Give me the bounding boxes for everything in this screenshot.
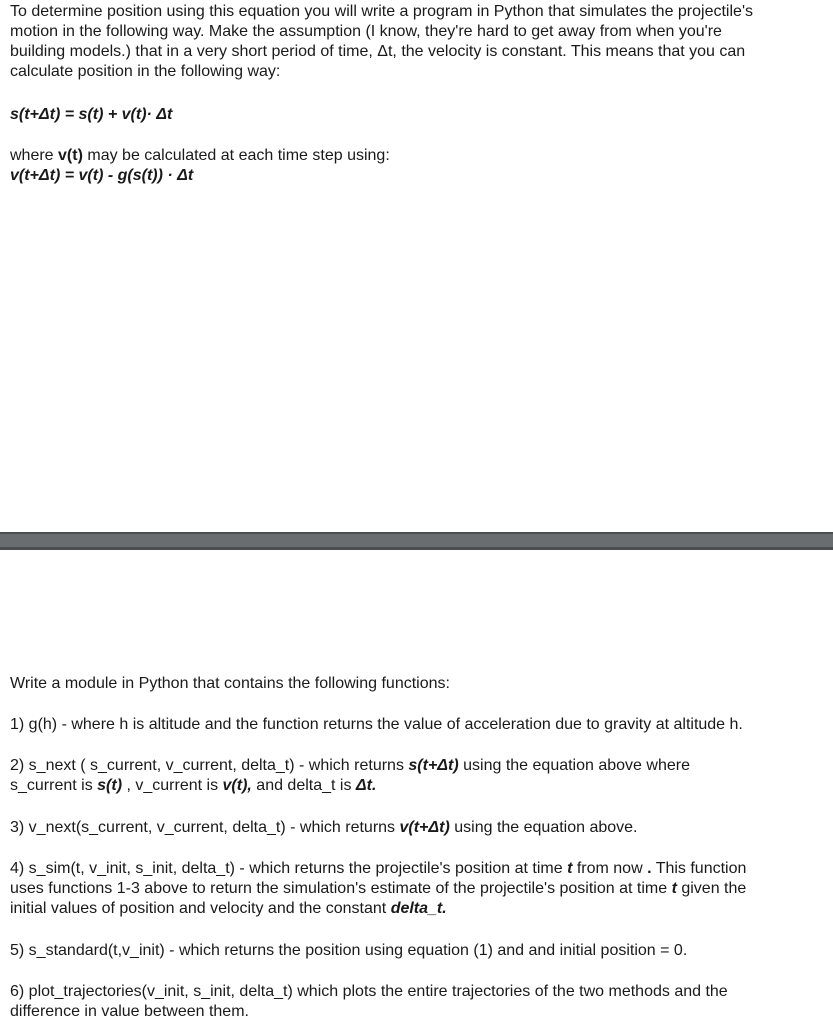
intro-line: To determine position using this equation you will write a program in Python that simulates the projectile's	[10, 3, 753, 20]
intro-line: calculate position in the following way:	[10, 63, 281, 80]
item2-line1	[10, 756, 823, 776]
text-run: given the	[676, 880, 747, 897]
item3-line	[10, 818, 823, 838]
text-run: This function	[651, 860, 747, 877]
text-run: .	[642, 860, 652, 877]
text-run: delta_t.	[390, 900, 447, 917]
where-suffix: may be calculated at each time step using:	[82, 147, 390, 164]
text-run: using the equation above where	[458, 757, 690, 774]
function-item-2	[10, 756, 823, 796]
text-run: t	[671, 880, 677, 897]
page-divider	[0, 532, 833, 550]
position-equation: s(t+Δt) = s(t) + v(t)· Δt	[10, 106, 173, 123]
where-v-term: v(t)	[58, 147, 83, 164]
intro-line: building models.) that in a very short period of time, Δt, the velocity is constant. This means that you can	[10, 43, 746, 60]
text-run: 4) s_sim(t, v_init, s_init, delta_t) - which returns the projectile's position at time	[10, 860, 568, 877]
module-heading: Write a module in Python that contains the following functions:	[10, 675, 450, 692]
where-line	[10, 146, 823, 166]
text-run: 3) v_next(s_current, v_current, delta_t) - which returns	[10, 819, 400, 836]
text-run: t	[567, 860, 573, 877]
text-run: v(t+Δt)	[399, 819, 450, 836]
item6-line1: 6) plot_trajectories(v_init, s_init, delta_t) which plots the entire trajectories of the two methods and the	[10, 983, 728, 1000]
text-run: v(t),	[222, 777, 252, 794]
text-run: s(t+Δt)	[408, 757, 459, 774]
text-run: using the equation above.	[449, 819, 638, 836]
text-run: initial values of position and velocity and the constant	[10, 900, 391, 917]
text-run: , v_current is	[122, 777, 223, 794]
item6-line2: difference in value between them.	[10, 1003, 249, 1020]
function-item-6	[10, 982, 823, 1022]
text-run: 2) s_next ( s_current, v_current, delta_t) - which returns	[10, 757, 409, 774]
velocity-paragraph	[10, 146, 823, 186]
velocity-equation: v(t+Δt) = v(t) - g(s(t)) · Δt	[10, 167, 194, 184]
item4-line2	[10, 879, 823, 899]
text-run: s_current is	[10, 777, 98, 794]
item4-line3	[10, 899, 823, 919]
function-item-3	[10, 818, 823, 838]
text-run: from now	[572, 860, 643, 877]
text-run: Δt.	[355, 777, 377, 794]
text-run: and delta_t is	[251, 777, 356, 794]
where-prefix: where	[10, 147, 59, 164]
function-item-1: 1) g(h) - where h is altitude and the function returns the value of acceleration due to gravity at altitude h.	[10, 716, 743, 733]
intro-paragraph	[10, 2, 823, 82]
item2-line2	[10, 776, 823, 796]
function-item-4	[10, 859, 823, 919]
text-run: uses functions 1-3 above to return the simulation's estimate of the projectile's position at time	[10, 880, 672, 897]
bottom-page-section	[0, 550, 833, 1024]
function-item-5: 5) s_standard(t,v_init) - which returns the position using equation (1) and and initial position = 0.	[10, 942, 688, 959]
item4-line1	[10, 859, 823, 879]
intro-line: motion in the following way. Make the assumption (I know, they're hard to get away from when you're	[10, 23, 722, 40]
text-run: s(t)	[97, 777, 123, 794]
